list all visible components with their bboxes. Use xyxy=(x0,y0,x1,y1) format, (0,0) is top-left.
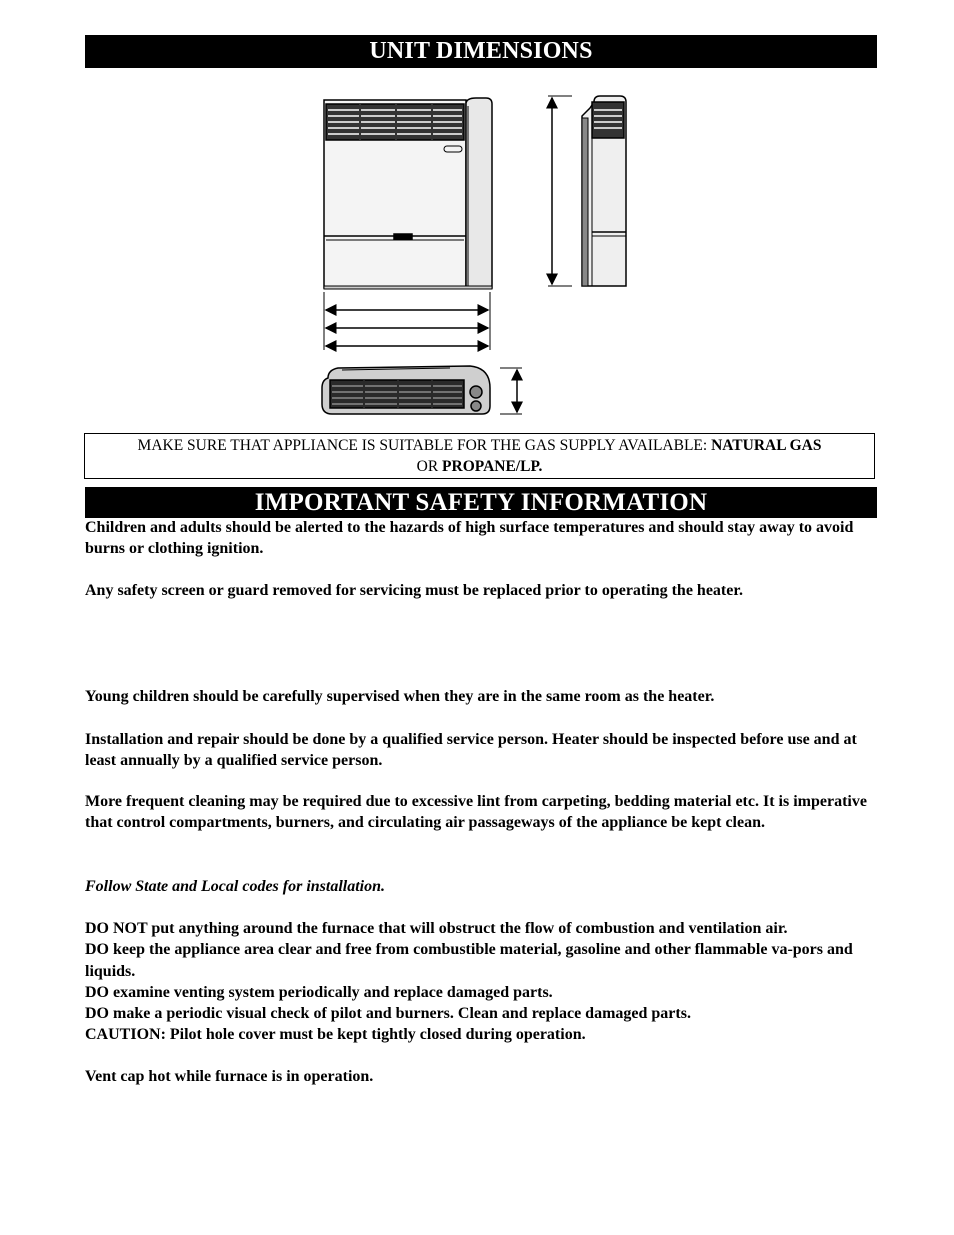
safety-paragraph-vent-cap: Vent cap hot while furnace is in operation. xyxy=(85,1068,374,1085)
front-view xyxy=(324,98,492,289)
supply-notice-or: OR xyxy=(416,458,443,475)
list-item: CAUTION: Pilot hole cover must be kept tightly closed during operation. xyxy=(85,1026,586,1044)
safety-paragraph-burns: Children and adults should be alerted to the hazards of high surface temperatures and should stay away to avoid burns or clothing ignition. xyxy=(85,519,854,558)
safety-paragraph-children: Young children should be carefully supervised when they are in the same room as the heater. xyxy=(85,688,715,705)
propane-label: PROPANE/LP. xyxy=(442,458,543,475)
heater-side-view xyxy=(540,88,640,293)
natural-gas-label: NATURAL GAS xyxy=(711,437,822,454)
safety-do-list xyxy=(85,918,875,1046)
top-view xyxy=(322,366,522,414)
width-arrows xyxy=(324,292,490,350)
unit-dimensions-heading: UNIT DIMENSIONS xyxy=(85,35,877,68)
list-item: DO keep the appliance area clear and free from combustible material, gasoline and other flammable va-pors and liquids. xyxy=(85,941,853,980)
list-item: DO NOT put anything around the furnace that will obstruct the flow of combustion and ventilation air. xyxy=(85,920,788,937)
safety-paragraph-codes: Follow State and Local codes for installation. xyxy=(85,878,386,895)
gas-supply-notice xyxy=(84,433,875,479)
safety-paragraph-screen: Any safety screen or guard removed for servicing must be replaced prior to operating the heater. xyxy=(85,582,743,599)
heater-dimension-diagram xyxy=(300,88,540,420)
supply-notice-text: MAKE SURE THAT APPLIANCE IS SUITABLE FOR THE GAS SUPPLY AVAILABLE: xyxy=(137,437,712,454)
important-safety-heading: IMPORTANT SAFETY INFORMATION xyxy=(85,487,877,518)
list-item: DO examine venting system periodically and replace damaged parts. xyxy=(85,983,553,1001)
safety-paragraph-installation: Installation and repair should be done by a qualified service person. Heater should be inspected before use and at least annually by a qualified service person. xyxy=(85,731,857,770)
safety-paragraph-cleaning: More frequent cleaning may be required due to excessive lint from carpeting, bedding material etc. It is imperative that control compartments, burners, and circulating air passageways of the appliance be kept clean. xyxy=(85,793,867,832)
list-item: DO make a periodic visual check of pilot and burners. Clean and replace damaged parts. xyxy=(85,1005,691,1023)
